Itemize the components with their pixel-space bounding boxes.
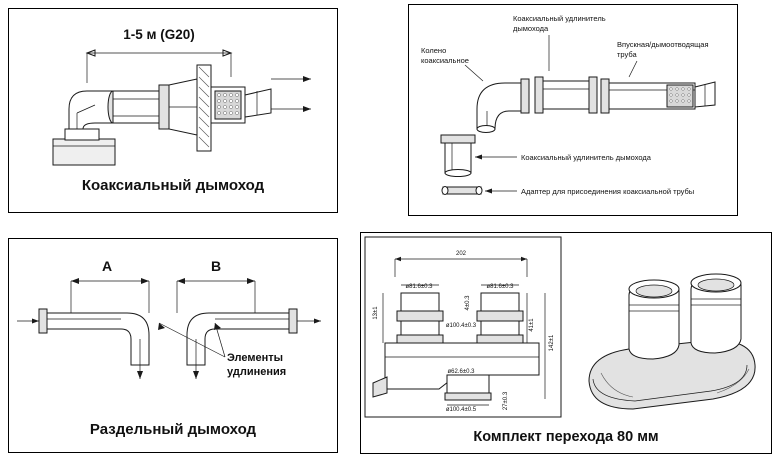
coaxial-panel-caption: Коаксиальный дымоход	[81, 177, 265, 194]
part-flue-pipe	[601, 79, 715, 113]
label-pipe-line2: труба	[617, 50, 637, 59]
dim-height-small: 4±0.3	[465, 295, 471, 311]
label-elbow-line2: коаксиальное	[421, 56, 469, 65]
dim-height-right: 142±1	[549, 334, 555, 352]
flow-arrows	[271, 76, 311, 112]
label-elements-line2: удлинения	[227, 366, 287, 378]
label-extension-short: Коаксиальный удлинитель дымохода	[521, 153, 651, 162]
label-elements-line1: Элементы	[227, 352, 284, 364]
parts-drawing	[409, 5, 737, 215]
dim-height-bottom: 27±0.3	[503, 391, 509, 411]
dim-height-inner: 41±1	[529, 318, 535, 332]
part-extension	[535, 77, 597, 113]
dim-d62: ø62.6±0.3	[447, 369, 475, 375]
label-a: A	[101, 258, 113, 274]
dimension-a	[71, 278, 149, 313]
coaxial-elbow	[69, 91, 118, 129]
part-elbow	[477, 79, 529, 133]
dim-d100-top: ø100.4±0.3	[445, 323, 477, 329]
dimension-b	[177, 278, 255, 313]
dimension-top-width	[395, 257, 527, 277]
panel-coaxial-flue	[8, 8, 338, 213]
panel-adapter-kit	[360, 232, 772, 454]
dim-d81-right: ø81.6±0.3	[486, 284, 514, 290]
adapter-panel-caption: Комплект перехода 80 мм	[473, 429, 659, 445]
wall	[197, 65, 211, 151]
flue-terminal	[211, 87, 271, 123]
label-extension-line1: Коаксиальный удлинитель	[513, 14, 606, 23]
adapter-3d-view	[589, 274, 755, 409]
dim-height-left: 13±1	[373, 306, 379, 320]
coaxial-dimension-label: 1-5 м (G20)	[123, 27, 195, 42]
dim-d100-bottom: ø100.4±0.5	[445, 407, 477, 413]
part-extension-short	[441, 135, 517, 177]
label-adapter: Адаптер для присоединения коаксиальной трубы	[521, 187, 695, 196]
separate-panel-caption: Раздельный дымоход	[89, 421, 257, 438]
adapter-kit-drawing	[361, 233, 771, 453]
label-extension-line2: дымохода	[513, 24, 549, 33]
dim-d81-left: ø81.6±0.3	[405, 284, 433, 290]
separate-left-pipe	[17, 309, 149, 379]
dim-202: 202	[455, 251, 467, 257]
label-pipe-line1: Впускная/дымоотводящая	[617, 40, 709, 49]
panel-separate-flue	[8, 238, 338, 453]
part-adapter	[442, 187, 517, 195]
panel-coaxial-parts	[408, 4, 738, 216]
boiler-body	[53, 129, 115, 165]
label-b: B	[210, 258, 222, 274]
label-elbow-line1: Колено	[421, 46, 447, 55]
adapter-necks	[373, 293, 539, 400]
coaxial-pipe-run	[113, 79, 197, 135]
